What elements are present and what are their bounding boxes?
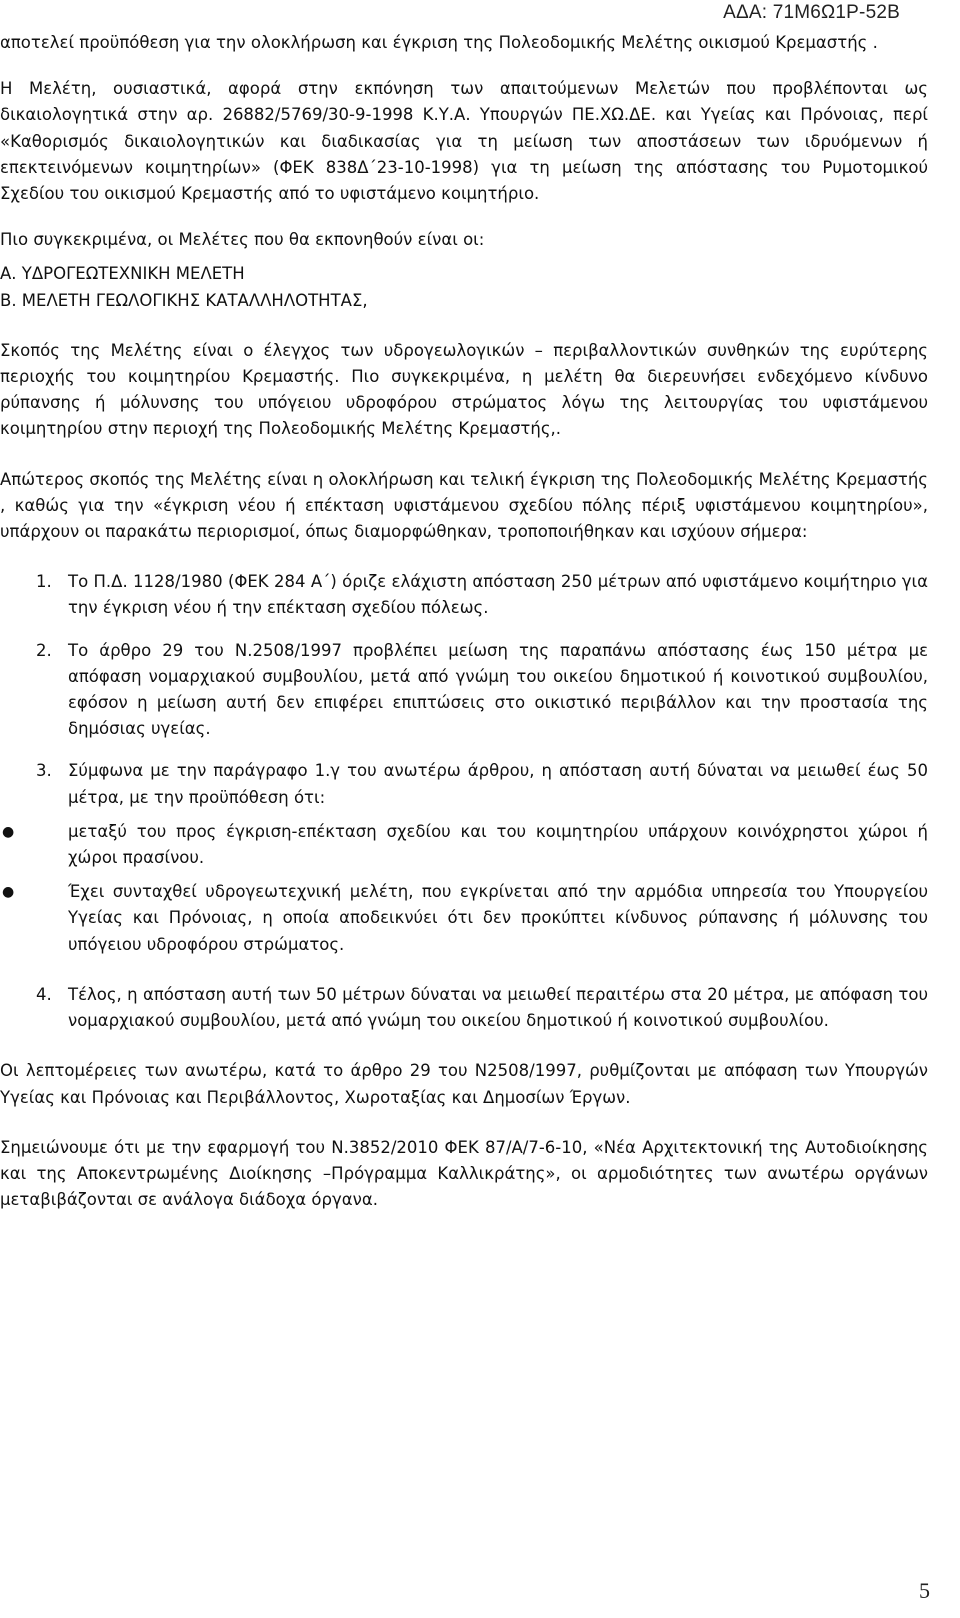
paragraph-ultimate-purpose: Απώτερος σκοπός της Μελέτης είναι η ολοκλήρωση και τελική έγκριση της Πολεοδομικής Μελέτης Κρεμαστής , καθώς για την «έγκριση νέου ή επέκταση υφιστάμενου σχεδίου πόλης πέριξ υφιστάμενου κοιμητηρίου», υπάρχουν οι παρακάτω περιορισμοί, όπως διαμορφώθηκαν, τροποποιήθηκαν και ισχύουν σήμερα: [0,469,928,542]
bullet-icon: ● [2,884,15,901]
list-item: 3. Σύμφωνα με την παράγραφο 1.γ του ανωτέρω άρθρου, η απόσταση αυτή δύναται να μειωθεί έως 50 μέτρα, με την προϋπόθεση ότι: [36,761,928,807]
paragraph-purpose: Σκοπός της Μελέτης είναι ο έλεγχος των υδρογεωλογικών – περιβαλλοντικών συνθηκών της ευρύτερης περιοχής του κοιμητηρίου Κρεμαστής. Πιο συγκεκριμένα, η μελέτη θα διερευνήσει ενδεχόμενο κίνδυνο ρύπανσης ή μόλυνσης του υπόγειου υδροφόρου στρώματος λόγω της λειτουργίας του υφιστάμενου κοιμητηρίου στην περιοχή της Πολεοδομικής Μελέτης Κρεμαστής,. [0,340,928,439]
bullet-item: ● μεταξύ του προς έγκριση-επέκταση σχεδίου και του κοιμητηρίου υπάρχουν κοινόχρηστοι χώροι ή χώροι πρασίνου. [0,819,928,871]
page-number: 5 [919,1578,930,1603]
paragraph-studies-lead: Πιο συγκεκριμένα, οι Μελέτες που θα εκπονηθούν είναι οι: [0,230,485,250]
ada-code: ΑΔΑ: 71Μ6Ω1Ρ-52Β [723,2,900,23]
bullet-item: ● Έχει συνταχθεί υδρογεωτεχνική μελέτη, που εγκρίνεται από την αρμόδια υπηρεσία του Υπουργείου Υγείας και Πρόνοιας, η οποία αποδεικνύει ότι δεν προκύπτει κίνδυνος ρύπανσης ή μόλυνσης του υπόγειου υδροφόρου στρώματος. [0,879,928,958]
paragraph-intro: αποτελεί προϋπόθεση για την ολοκλήρωση και έγκριση της Πολεοδομικής Μελέτης οικισμού Κρεμαστής . [0,33,878,52]
paragraph-study-scope: Η Μελέτη, ουσιαστικά, αφορά στην εκπόνηση των απαιτούμενων Μελετών που προβλέπονται ως δικαιολογητικά στην αρ. 26882/5769/30-9-1998 Κ.Υ.Α. Υπουργών ΠΕ.ΧΩ.ΔΕ. και Υγείας και Πρόνοιας, περί «Καθορισμός δικαιολογητικών και διαδικασίας για τη μείωση των αποστάσεων των ιδρυόμενων ή επεκτεινόμενων κοιμητηρίων» (ΦΕΚ 838Δ΄23-10-1998) για τη μείωση της απόστασης του Ρυμοτομικού Σχεδίου του οικισμού Κρεμαστής από το υφιστάμενο κοιμητήριο. [0,79,928,204]
list-item: 1. Το Π.Δ. 1128/1980 (ΦΕΚ 284 Α΄) όριζε ελάχιστη απόσταση 250 μέτρων από υφιστάμενο κοιμήτηριο για την έγκριση νέου ή την επέκταση σχεδίου πόλεως. [36,572,928,618]
conditions-bullet-list [0,819,928,958]
restrictions-list-continued [0,982,928,1034]
bullet-icon: ● [2,823,15,840]
list-item: 4. Τέλος, η απόσταση αυτή των 50 μέτρων δύναται να μειωθεί περαιτέρω στα 20 μέτρα, με απόφαση του νομαρχιακού συμβουλίου, μετά από γνώμη του οικείου δημοτικού ή κοινοτικού συμβουλίου. [36,984,928,1031]
restrictions-list [0,569,928,811]
paragraph-details: Οι λεπτομέρειες των ανωτέρω, κατά το άρθρο 29 του Ν2508/1997, ρυθμίζονται με απόφαση των Υπουργών Υγείας και Πρόνοιας και Περιβάλλοντος, Χωροταξίας και Δημοσίων Έργων. [0,1061,928,1107]
paragraph-kallikratis-note: Σημειώνουμε ότι με την εφαρμογή του Ν.3852/2010 ΦΕΚ 87/Α/7-6-10, «Νέα Αρχιτεκτονική της Αυτοδιοίκησης και της Αποκεντρωμένης Διοίκησης –Πρόγραμμα Καλλικράτης», οι αρμοδιότητες των ανωτέρω οργάνων μεταβιβάζονται σε ανάλογα διάδοχα όργανα. [0,1137,928,1210]
document-body [0,30,928,1213]
study-b-title: Β. ΜΕΛΕΤΗ ΓΕΩΛΟΓΙΚΗΣ ΚΑΤΑΛΛΗΛΟΤΗΤΑΣ, [0,290,368,310]
list-item: 2. Το άρθρο 29 του Ν.2508/1997 προβλέπει μείωση της παραπάνω απόστασης έως 150 μέτρα με απόφαση νομαρχιακού συμβουλίου, μετά από γνώμη του οικείου δημοτικού ή κοινοτικού συμβουλίου, εφόσον η μείωση αυτή δεν επιφέρει επιπτώσεις στο οικιστικό περιβάλλον και την προστασία της δημόσιας υγείας. [36,640,928,739]
study-a-title: Α. ΥΔΡΟΓΕΩΤΕΧΝΙΚΗ ΜΕΛΕΤΗ [0,264,245,284]
